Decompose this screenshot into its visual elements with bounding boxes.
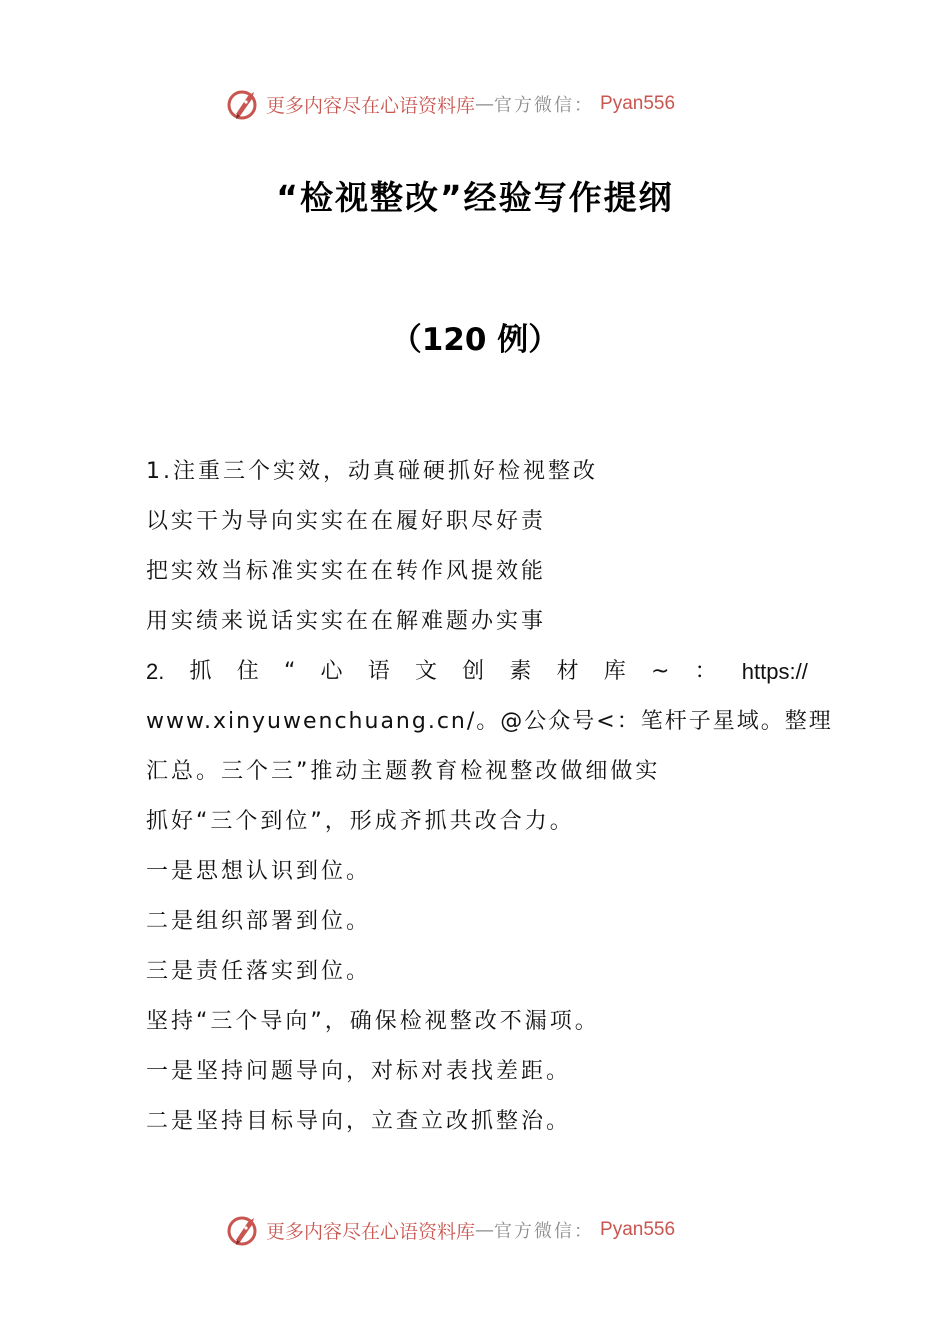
item2-line2: www.xinyuwenchuang.cn/。@公众号<：笔杆子星域。整理 xyxy=(146,709,833,734)
item2-char: 抓 xyxy=(189,659,212,684)
body-line: 二是组织部署到位。 xyxy=(146,909,372,934)
item2-url-prefix: https:// xyxy=(741,659,808,684)
pen-nib-logo-icon xyxy=(226,1212,262,1248)
footer-banner-text: 更多内容尽在心语资料库 xyxy=(266,1220,476,1243)
header-wechat-id: Pyan556 xyxy=(600,93,676,114)
item2-char: 创 xyxy=(462,659,485,684)
header-wechat-label: 官方微信： xyxy=(494,95,595,116)
item2-char: 语 xyxy=(367,659,390,684)
footer-wechat-label: 官方微信： xyxy=(494,1221,595,1242)
body-line: 用实绩来说话实实在在解难题办实事 xyxy=(146,609,547,634)
footer-banner-dash: — xyxy=(475,1219,495,1241)
item2-char: “ xyxy=(283,659,296,684)
body-line: 一是思想认识到位。 xyxy=(146,859,372,884)
pen-nib-logo-icon xyxy=(226,86,262,122)
document-subtitle: （120 例） xyxy=(390,322,560,358)
item2-char: ~ xyxy=(650,659,670,684)
document-title: “检视整改”经验写作提纲 xyxy=(276,178,674,217)
header-banner xyxy=(226,84,675,124)
body-line: 汇总。三个三”推动主题教育检视整改做细做实 xyxy=(146,759,661,784)
body-line: 1.注重三个实效，动真碰硬抓好检视整改 xyxy=(146,459,598,484)
header-banner-text: 更多内容尽在心语资料库 xyxy=(266,94,476,117)
item2-justified-line xyxy=(146,647,808,697)
item2-char: 住 xyxy=(236,659,259,684)
footer-banner xyxy=(226,1210,675,1250)
item2-char: 心 xyxy=(320,659,343,684)
body-line: 二是坚持目标导向，立查立改抓整治。 xyxy=(146,1109,572,1134)
body-line: 把实效当标准实实在在转作风提效能 xyxy=(146,559,547,584)
body-line: 抓好“三个到位”，形成齐抓共改合力。 xyxy=(146,809,575,834)
body-line: 坚持“三个导向”，确保检视整改不漏项。 xyxy=(146,1009,600,1034)
body-line: 三是责任落实到位。 xyxy=(146,959,372,984)
body-line: 一是坚持问题导向，对标对表找差距。 xyxy=(146,1059,572,1084)
document-body xyxy=(146,447,833,1147)
item2-char: 2. xyxy=(146,659,165,684)
item2-char: 库 xyxy=(603,659,626,684)
header-banner-dash: — xyxy=(475,93,495,115)
body-line: 以实干为导向实实在在履好职尽好责 xyxy=(146,509,547,534)
item2-char: 文 xyxy=(414,659,437,684)
item2-char: 材 xyxy=(556,659,579,684)
item2-char: 素 xyxy=(509,659,532,684)
footer-wechat-id: Pyan556 xyxy=(600,1219,676,1240)
item2-char: ： xyxy=(694,659,717,684)
